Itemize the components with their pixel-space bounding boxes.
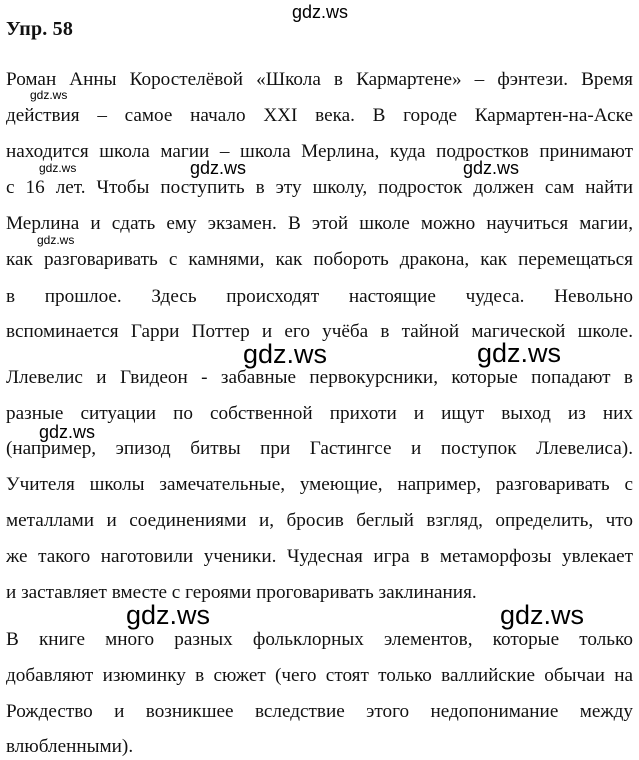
text-line: в прошлое. Здесь происходят настоящие чудеса. Невольно (6, 286, 633, 307)
text-line: Рождество и возникшее вследствие этого недопонимание между (6, 701, 633, 722)
text-line: действия – самое начало XXI века. В городе Кармартен-на-Аске (6, 105, 633, 126)
watermark: gdz.ws (477, 338, 562, 368)
text-line: металлами и соединениями и, бросив беглый взгляд, определить, что (6, 510, 633, 531)
text-line: Ллевелис и Гвидеон - забавные первокурсники, которые попадают в (6, 367, 633, 388)
watermark: gdz.ws (39, 161, 77, 175)
exercise-title: Упр. 58 (6, 18, 74, 40)
text-line: влюбленными). (6, 736, 134, 757)
watermark: gdz.ws (500, 600, 585, 630)
text-line: Мерлина и сдать ему экзамен. В этой школе можно научиться магии, (6, 213, 633, 234)
text-line: Учителя школы замечательные, умеющие, например, разговаривать с (6, 474, 633, 495)
watermark-top: gdz.ws (292, 2, 349, 22)
text-line: и заставляет вместе с героями проговаривать заклинания. (6, 582, 477, 603)
watermark: gdz.ws (243, 339, 328, 369)
text-line: же такого наготовили ученики. Чудесная игра в метаморфозы увлекает (6, 546, 633, 567)
text-line: добавляют изюминку в сюжет (чего стоят только валлийские обычаи на (6, 665, 633, 686)
text-line: вспоминается Гарри Поттер и его учёба в тайной магической школе. (6, 321, 633, 342)
text-line: В книге много разных фольклорных элементов, которые только (6, 629, 633, 650)
text-line: находится школа магии – школа Мерлина, куда подростков принимают (6, 141, 633, 162)
text-line: разные ситуации по собственной прихоти и ищут выход из них (6, 403, 633, 424)
watermark: gdz.ws (126, 600, 211, 630)
text-line: как разговаривать с камнями, как побороть дракона, как перемещаться (6, 249, 633, 270)
text-line: Роман Анны Коростелёвой «Школа в Кармартене» – фэнтези. Время (6, 69, 633, 90)
watermark: gdz.ws (30, 88, 68, 102)
text-line: (например, эпизод битвы при Гастингсе и поступок Ллевелиса). (6, 438, 633, 459)
text-line: с 16 лет. Чтобы поступить в эту школу, подросток должен сам найти (6, 177, 633, 198)
watermark: gdz.ws (190, 158, 247, 178)
watermark: gdz.ws (39, 422, 96, 442)
watermark: gdz.ws (463, 158, 520, 178)
watermark: gdz.ws (37, 233, 75, 247)
